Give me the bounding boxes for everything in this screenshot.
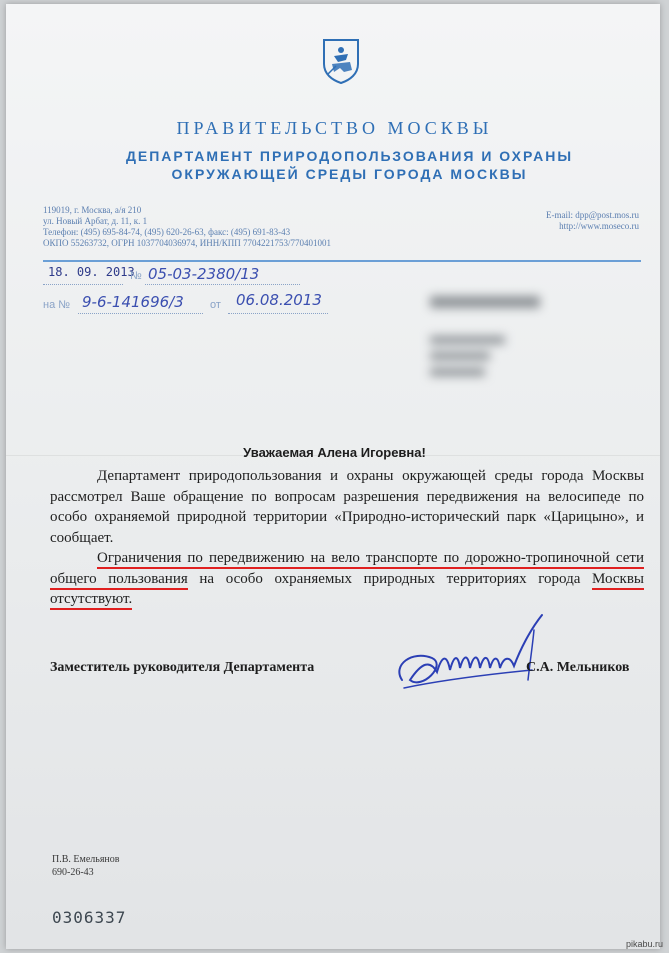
department-title-line2: ОКРУЖАЮЩЕЙ СРЕДЫ ГОРОДА МОСКВЫ: [171, 166, 528, 182]
executor-phone: 690-26-43: [52, 867, 94, 878]
address-line: Телефон: (495) 695-84-74, (495) 620-26-63, факс: (495) 691-83-43: [43, 227, 291, 237]
reply-prefix: на №: [43, 299, 71, 311]
moscow-coat-of-arms-icon: [316, 36, 366, 86]
paragraph-2-middle: на особо охраняемых природных территориях города: [187, 570, 593, 587]
reply-date-line: [228, 313, 328, 314]
serial-number: 0306337: [52, 908, 127, 927]
paragraph-2: [50, 548, 644, 610]
contacts-block: [546, 210, 639, 232]
address-line: ОКПО 55263732, ОГРН 1037704036974, ИНН/КПП 7704221753/770401001: [43, 238, 331, 248]
reply-date: 06.08.2013: [236, 291, 322, 309]
date-line: [43, 284, 123, 285]
department-title-line1: ДЕПАРТАМЕНТ ПРИРОДОПОЛЬЗОВАНИЯ И ОХРАНЫ: [125, 148, 574, 164]
address-line: 119019, г. Москва, а/я 210: [43, 205, 142, 215]
watermark: pikabu.ru: [625, 939, 663, 949]
reply-number: 9-6-141696/3: [82, 293, 184, 311]
highlighted-text: Москвы отсутствуют.: [50, 571, 644, 611]
signatory-title: Заместитель руководителя Департамента: [50, 660, 315, 675]
address-line: ул. Новый Арбат, д. 11, к. 1: [43, 216, 148, 226]
executor-name: П.В. Емельянов: [52, 854, 120, 865]
signatory-name: С.А. Мельников: [526, 660, 630, 675]
reply-number-line: [78, 313, 203, 314]
number-prefix: №: [130, 270, 142, 282]
government-title: ПРАВИТЕЛЬСТВО МОСКВЫ: [176, 118, 493, 138]
letterhead-rule: [43, 260, 641, 262]
recipient-address-redacted: [425, 288, 580, 390]
address-block: [43, 205, 331, 249]
executor-block: [52, 853, 120, 879]
reply-from-label: от: [210, 299, 221, 311]
website: http://www.moseco.ru: [559, 221, 639, 231]
number-line: [145, 284, 300, 285]
email: E-mail: dpp@post.mos.ru: [545, 210, 639, 220]
highlighted-text: Ограничения по передвижению на вело транспорте по дорожно-тропиночной сети общего пользования: [50, 550, 644, 590]
registration-date: 18. 09. 2013: [48, 265, 135, 279]
paragraph-1: Департамент природопользования и охраны окружающей среды города Москвы рассмотрел Ваше обращение по вопросам разрешения передвижения на велосипеде по особо охраняемой природной территории «Природно-исторический парк «Царицыно», и сообщает.: [50, 468, 644, 546]
registration-number: 05-03-2380/13: [148, 265, 260, 283]
greeting: Уважаемая Алена Игоревна!: [243, 445, 426, 460]
